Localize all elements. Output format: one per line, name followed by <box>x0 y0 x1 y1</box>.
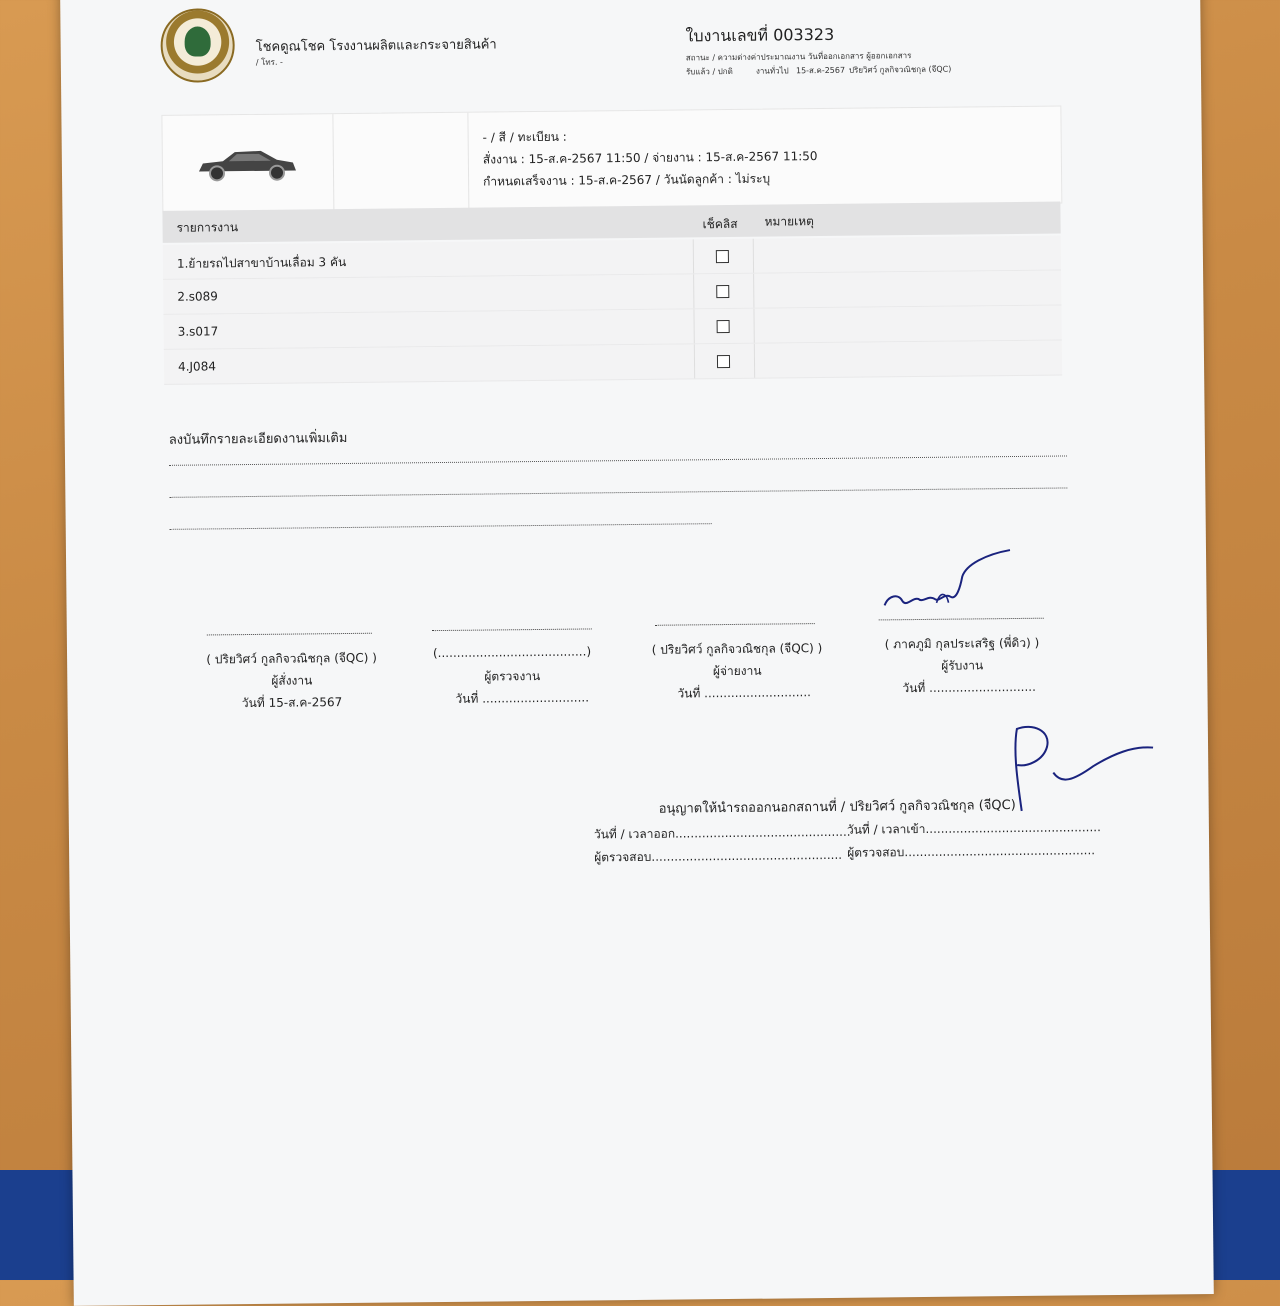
task-checkbox[interactable] <box>716 250 729 263</box>
task-checkbox[interactable] <box>717 355 730 368</box>
dispatcher-role: ผู้จ่ายงาน <box>712 663 762 679</box>
signature-line-receiver[interactable] <box>879 618 1044 621</box>
task-checkbox[interactable] <box>717 320 730 333</box>
company-sub: / โทร. - <box>255 57 283 67</box>
task-checkbox[interactable] <box>716 285 729 298</box>
permit-inspector-out[interactable]: ผู้ตรวจสอบ.................................................. <box>594 847 843 865</box>
meta-status: รับแล้ว / ปกติ <box>685 66 733 77</box>
company-logo-icon <box>160 8 235 83</box>
order-dates: สั่งงาน : 15-ส.ค-2567 11:50 / จ่ายงาน : 15-ส.ค-2567 11:50 <box>482 149 818 167</box>
header-checklist: เช็คลิส <box>702 216 738 232</box>
receiver-name: ( ภาคภูมิ กุลประเสริฐ (พี่ดิว) ) <box>884 635 1040 652</box>
notes-line[interactable] <box>170 523 712 530</box>
vehicle-color-plate: - / สี / ทะเบียน : <box>482 129 567 145</box>
task-label: 2.s089 <box>177 289 218 304</box>
due-dates: กำหนดเสร็จงาน : 15-ส.ค-2567 / วันนัดลูกค้า : ไม่ระบุ <box>483 171 771 189</box>
document-title: ใบงานเลขที่ 003323 <box>685 24 835 46</box>
handwritten-initial <box>1003 719 1164 821</box>
receiver-role: ผู้รับงาน <box>941 658 984 673</box>
inspector-name: (.......................................) <box>432 644 592 661</box>
signature-line-dispatcher[interactable] <box>655 623 815 626</box>
vehicle-info-card <box>161 105 1062 212</box>
signature-line-orderer[interactable] <box>207 633 372 636</box>
company-name: โชคดูณโชค โรงงานผลิตและกระจายสินค้า <box>255 37 497 55</box>
inspector-date: วันที่ ............................ <box>455 690 590 706</box>
permit-inspector-in[interactable]: ผู้ตรวจสอบ.................................................. <box>847 843 1096 860</box>
orderer-date: วันที่ 15-ส.ค-2567 <box>241 695 343 711</box>
notes-label: ลงบันทึกรายละเอียดงานเพิ่มเติม <box>168 430 348 448</box>
permit-out-time[interactable]: วันที่ / เวลาออก.............................................. <box>593 824 851 842</box>
meta-issue-date: 15-ส.ค-2567 <box>795 65 846 76</box>
work-order-paper <box>60 0 1214 1306</box>
inspector-role: ผู้ตรวจงาน <box>484 668 541 684</box>
car-icon <box>195 144 299 185</box>
notes-line[interactable] <box>169 455 1067 465</box>
meta-issuer: ปริยวิศว์ กูลกิจวณิชกุล (จีQC) <box>848 64 952 75</box>
task-label: 3.s017 <box>177 324 219 339</box>
signature-line-inspector[interactable] <box>432 628 592 631</box>
header-note: หมายเหตุ <box>764 214 815 229</box>
dispatcher-date: วันที่ ............................ <box>677 685 812 701</box>
permit-title: อนุญาตให้นำรถออกนอกสถานที่ / ปริยวิศว์ กูลกิจวณิชกุล (จีQC) <box>658 798 1016 817</box>
orderer-role: ผู้สั่งงาน <box>271 673 313 688</box>
receiver-date: วันที่ ............................ <box>902 679 1036 696</box>
meta-job-type: งานทั่วไป <box>755 66 789 76</box>
notes-line[interactable] <box>169 487 1067 497</box>
task-label: 1.ย้ายรถไปสาขาบ้านเลื่อม 3 คัน <box>176 254 347 271</box>
task-label: 4.J084 <box>177 359 217 374</box>
meta-header-line: สถานะ / ความต่างค่าประมาณงาน วันที่ออกเอกสาร ผู้ออกเอกสาร <box>685 51 912 63</box>
handwritten-signature <box>876 546 1017 617</box>
orderer-name: ( ปริยวิศว์ กูลกิจวณิชกุล (จีQC) ) <box>206 650 377 667</box>
permit-in-time[interactable]: วันที่ / เวลาเข้า.............................................. <box>846 820 1101 837</box>
header-task: รายการงาน <box>176 220 239 235</box>
dispatcher-name: ( ปริยวิศว์ กูลกิจวณิชกุล (จีQC) ) <box>651 641 823 657</box>
